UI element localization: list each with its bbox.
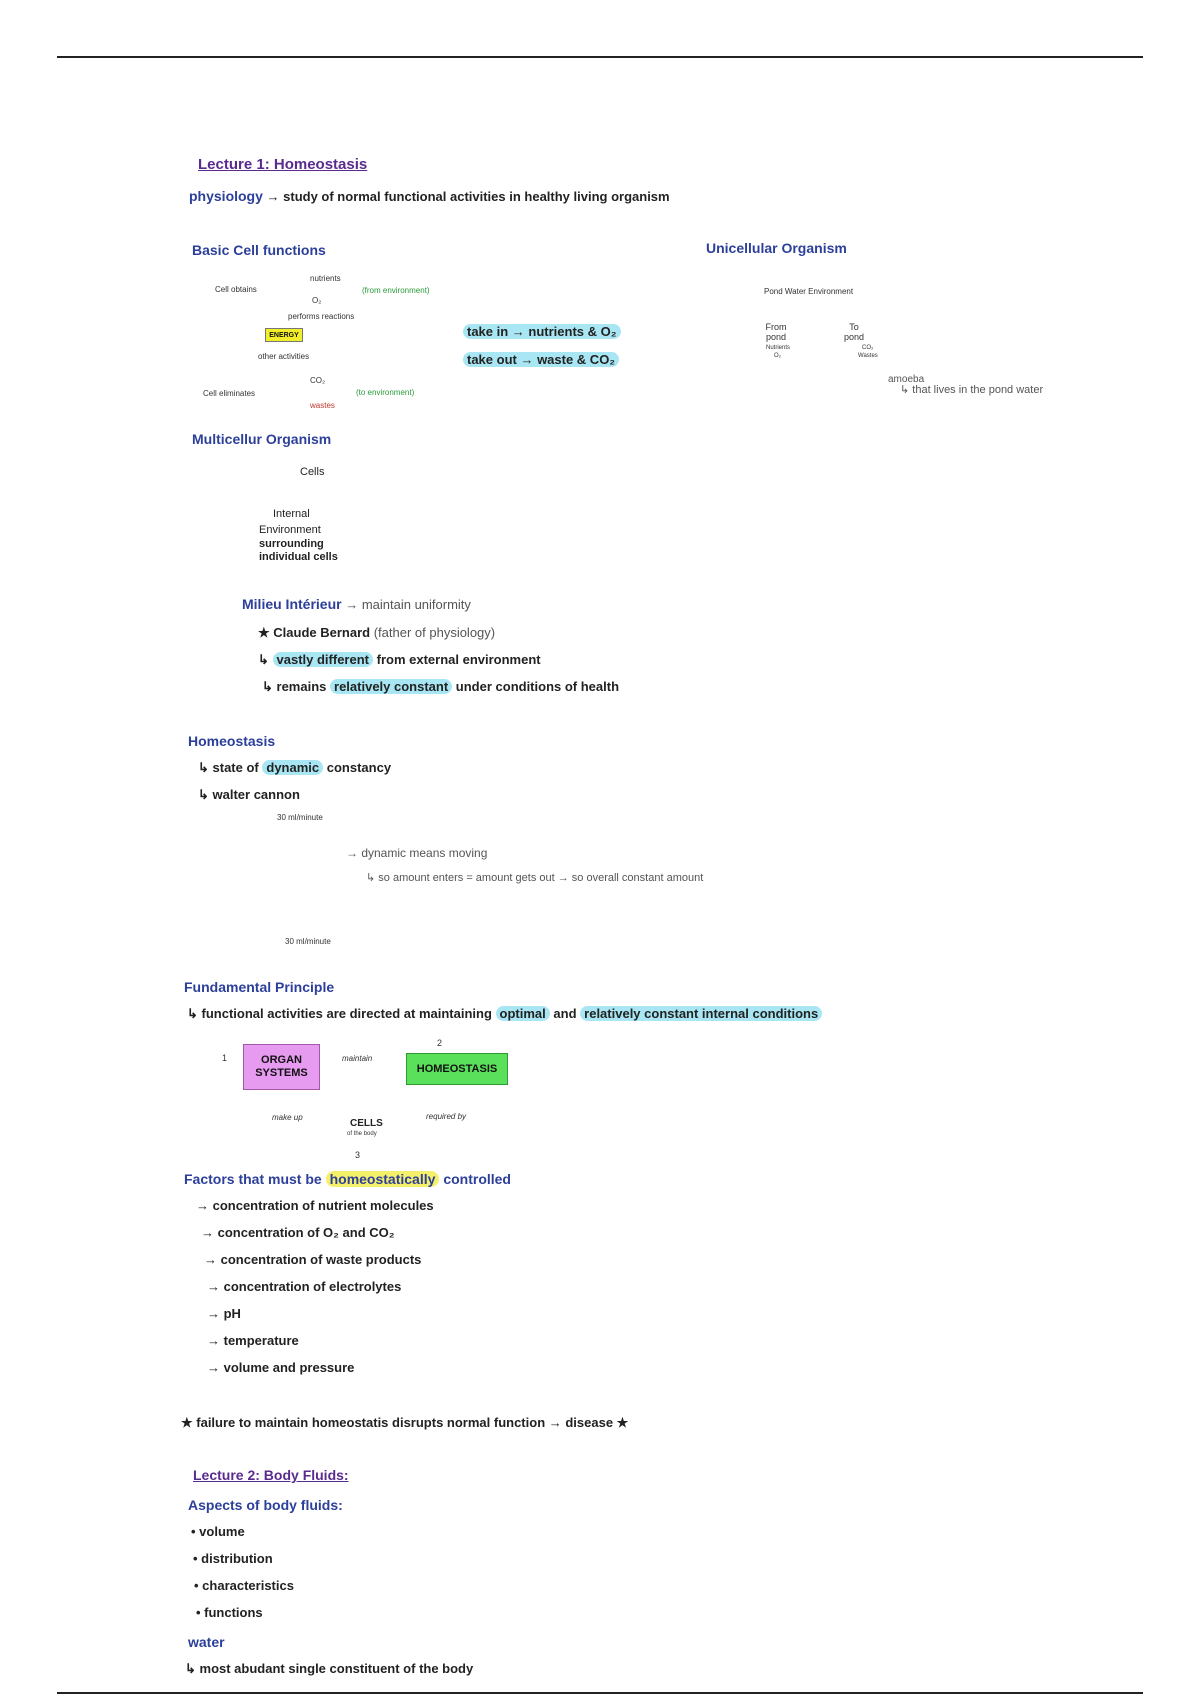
pond-o2: O₂ <box>774 353 781 359</box>
from-pond-label: From pond <box>765 322 787 342</box>
wastes-label: wastes <box>310 401 335 410</box>
pond-nutrients: Nutrients <box>766 345 791 351</box>
top-rule <box>57 56 1143 58</box>
principle-heading: Fundamental Principle <box>184 979 335 995</box>
unicellular-heading: Unicellular Organism <box>706 240 847 256</box>
factor-item: → concentration of electrolytes <box>207 1279 402 1294</box>
num-2: 2 <box>437 1038 443 1048</box>
pond-env-label: Pond Water Environment <box>764 287 854 296</box>
take-out-note: take out → waste & CO₂ <box>463 352 619 367</box>
outflow-arrow <box>237 928 283 970</box>
homeostasis-bullet-2: ↳ walter cannon <box>198 787 300 802</box>
homeostasis-box: HOMEOSTASIS <box>406 1053 508 1085</box>
homeostasis-bullet-1: ↳ state of dynamic constancy <box>198 760 392 775</box>
physiology-term: physiology <box>189 188 263 204</box>
basic-cell-heading: Basic Cell functions <box>192 242 326 258</box>
aspect-item: • distribution <box>193 1551 273 1566</box>
physiology-def: → study of normal functional activities in healthy living organism <box>266 189 670 204</box>
amoeba-label: amoeba <box>888 374 925 385</box>
factor-item: → temperature <box>207 1333 299 1348</box>
water-note: ↳ most abudant single constituent of the body <box>185 1661 474 1676</box>
num-1: 1 <box>222 1053 228 1063</box>
aspect-item: • volume <box>191 1524 245 1539</box>
cells-box-label: CELLS <box>350 1118 383 1129</box>
milieu-bullet-3: ↳ remains relatively constant under conditions of health <box>262 679 620 694</box>
factors-heading: Factors that must be homeostatically controlled <box>184 1171 511 1187</box>
to-pond-label: To pond <box>843 322 865 342</box>
maintain-label: maintain <box>342 1054 373 1063</box>
from-env-label: (from environment) <box>362 286 430 295</box>
required-by-label: required by <box>426 1112 467 1121</box>
nutrients-label: nutrients <box>310 274 341 283</box>
outflow-rate: 30 ml/minute <box>285 937 331 946</box>
principle-line: ↳ functional activities are directed at maintaining optimal and relatively constant internal conditions <box>187 1006 822 1022</box>
organ-systems-box: ORGAN SYSTEMS <box>243 1044 320 1090</box>
pond-wastes: Wastes <box>858 353 878 359</box>
surrounding-label: surrounding <box>259 538 324 550</box>
milieu-bullet-1: ★ Claude Bernard (father of physiology) <box>258 625 496 640</box>
dynamic-note: → dynamic means moving <box>346 846 488 860</box>
amount-note: ↳ so amount enters = amount gets out → so overall constant amount <box>366 872 704 884</box>
homeostasis-heading: Homeostasis <box>188 733 276 749</box>
environment-label: Environment <box>259 524 321 536</box>
water-heading: water <box>188 1634 225 1650</box>
lecture2-title: Lecture 2: Body Fluids: <box>193 1467 349 1483</box>
performs-label: performs reactions <box>288 312 355 321</box>
cells-box-sub: of the body <box>347 1131 377 1137</box>
energy-box: ENERGY <box>265 328 303 342</box>
amoeba-note: ↳ that lives in the pond water <box>900 384 1044 396</box>
milieu-line <box>242 596 471 612</box>
multicellular-heading: Multicellur Organism <box>192 431 332 447</box>
physiology-definition <box>189 188 670 204</box>
factor-item: → concentration of O₂ and CO₂ <box>201 1225 395 1240</box>
internal-label: Internal <box>273 508 310 520</box>
milieu-note: → maintain uniformity <box>345 597 471 612</box>
aspect-item: • functions <box>196 1605 263 1620</box>
bottom-rule <box>57 1692 1143 1694</box>
factor-item: → concentration of waste products <box>204 1252 422 1267</box>
o2-label: O₂ <box>312 296 322 305</box>
aspects-heading: Aspects of body fluids: <box>188 1497 343 1513</box>
factor-item: → volume and pressure <box>207 1360 355 1375</box>
to-env-label: (to environment) <box>356 388 415 397</box>
milieu-bullet-2: ↳ vastly different from external environment <box>258 652 541 667</box>
individual-label: individual cells <box>259 551 338 563</box>
cells-label: Cells <box>300 466 325 478</box>
co2-label: CO₂ <box>310 376 326 385</box>
make-up-label: make up <box>272 1113 303 1122</box>
aspect-item: • characteristics <box>194 1578 294 1593</box>
inflow-rate: 30 ml/minute <box>277 813 323 822</box>
tank-volume: 3 L <box>240 889 255 900</box>
factor-item: → pH <box>207 1306 241 1321</box>
pond-co2: CO₂ <box>862 345 874 351</box>
cell-eliminates: Cell eliminates <box>203 389 256 398</box>
cell-obtains: Cell obtains <box>215 285 257 294</box>
lecture1-title: Lecture 1: Homeostasis <box>198 156 368 173</box>
num-3: 3 <box>355 1150 361 1160</box>
other-activities: other activities <box>258 352 310 361</box>
milieu-term: Milieu Intérieur <box>242 596 342 612</box>
take-in-note: take in → nutrients & O₂ <box>463 324 621 339</box>
failure-note: ★ failure to maintain homeostatis disrupts normal function → disease ★ <box>181 1415 629 1430</box>
factor-item: → concentration of nutrient molecules <box>196 1198 434 1213</box>
